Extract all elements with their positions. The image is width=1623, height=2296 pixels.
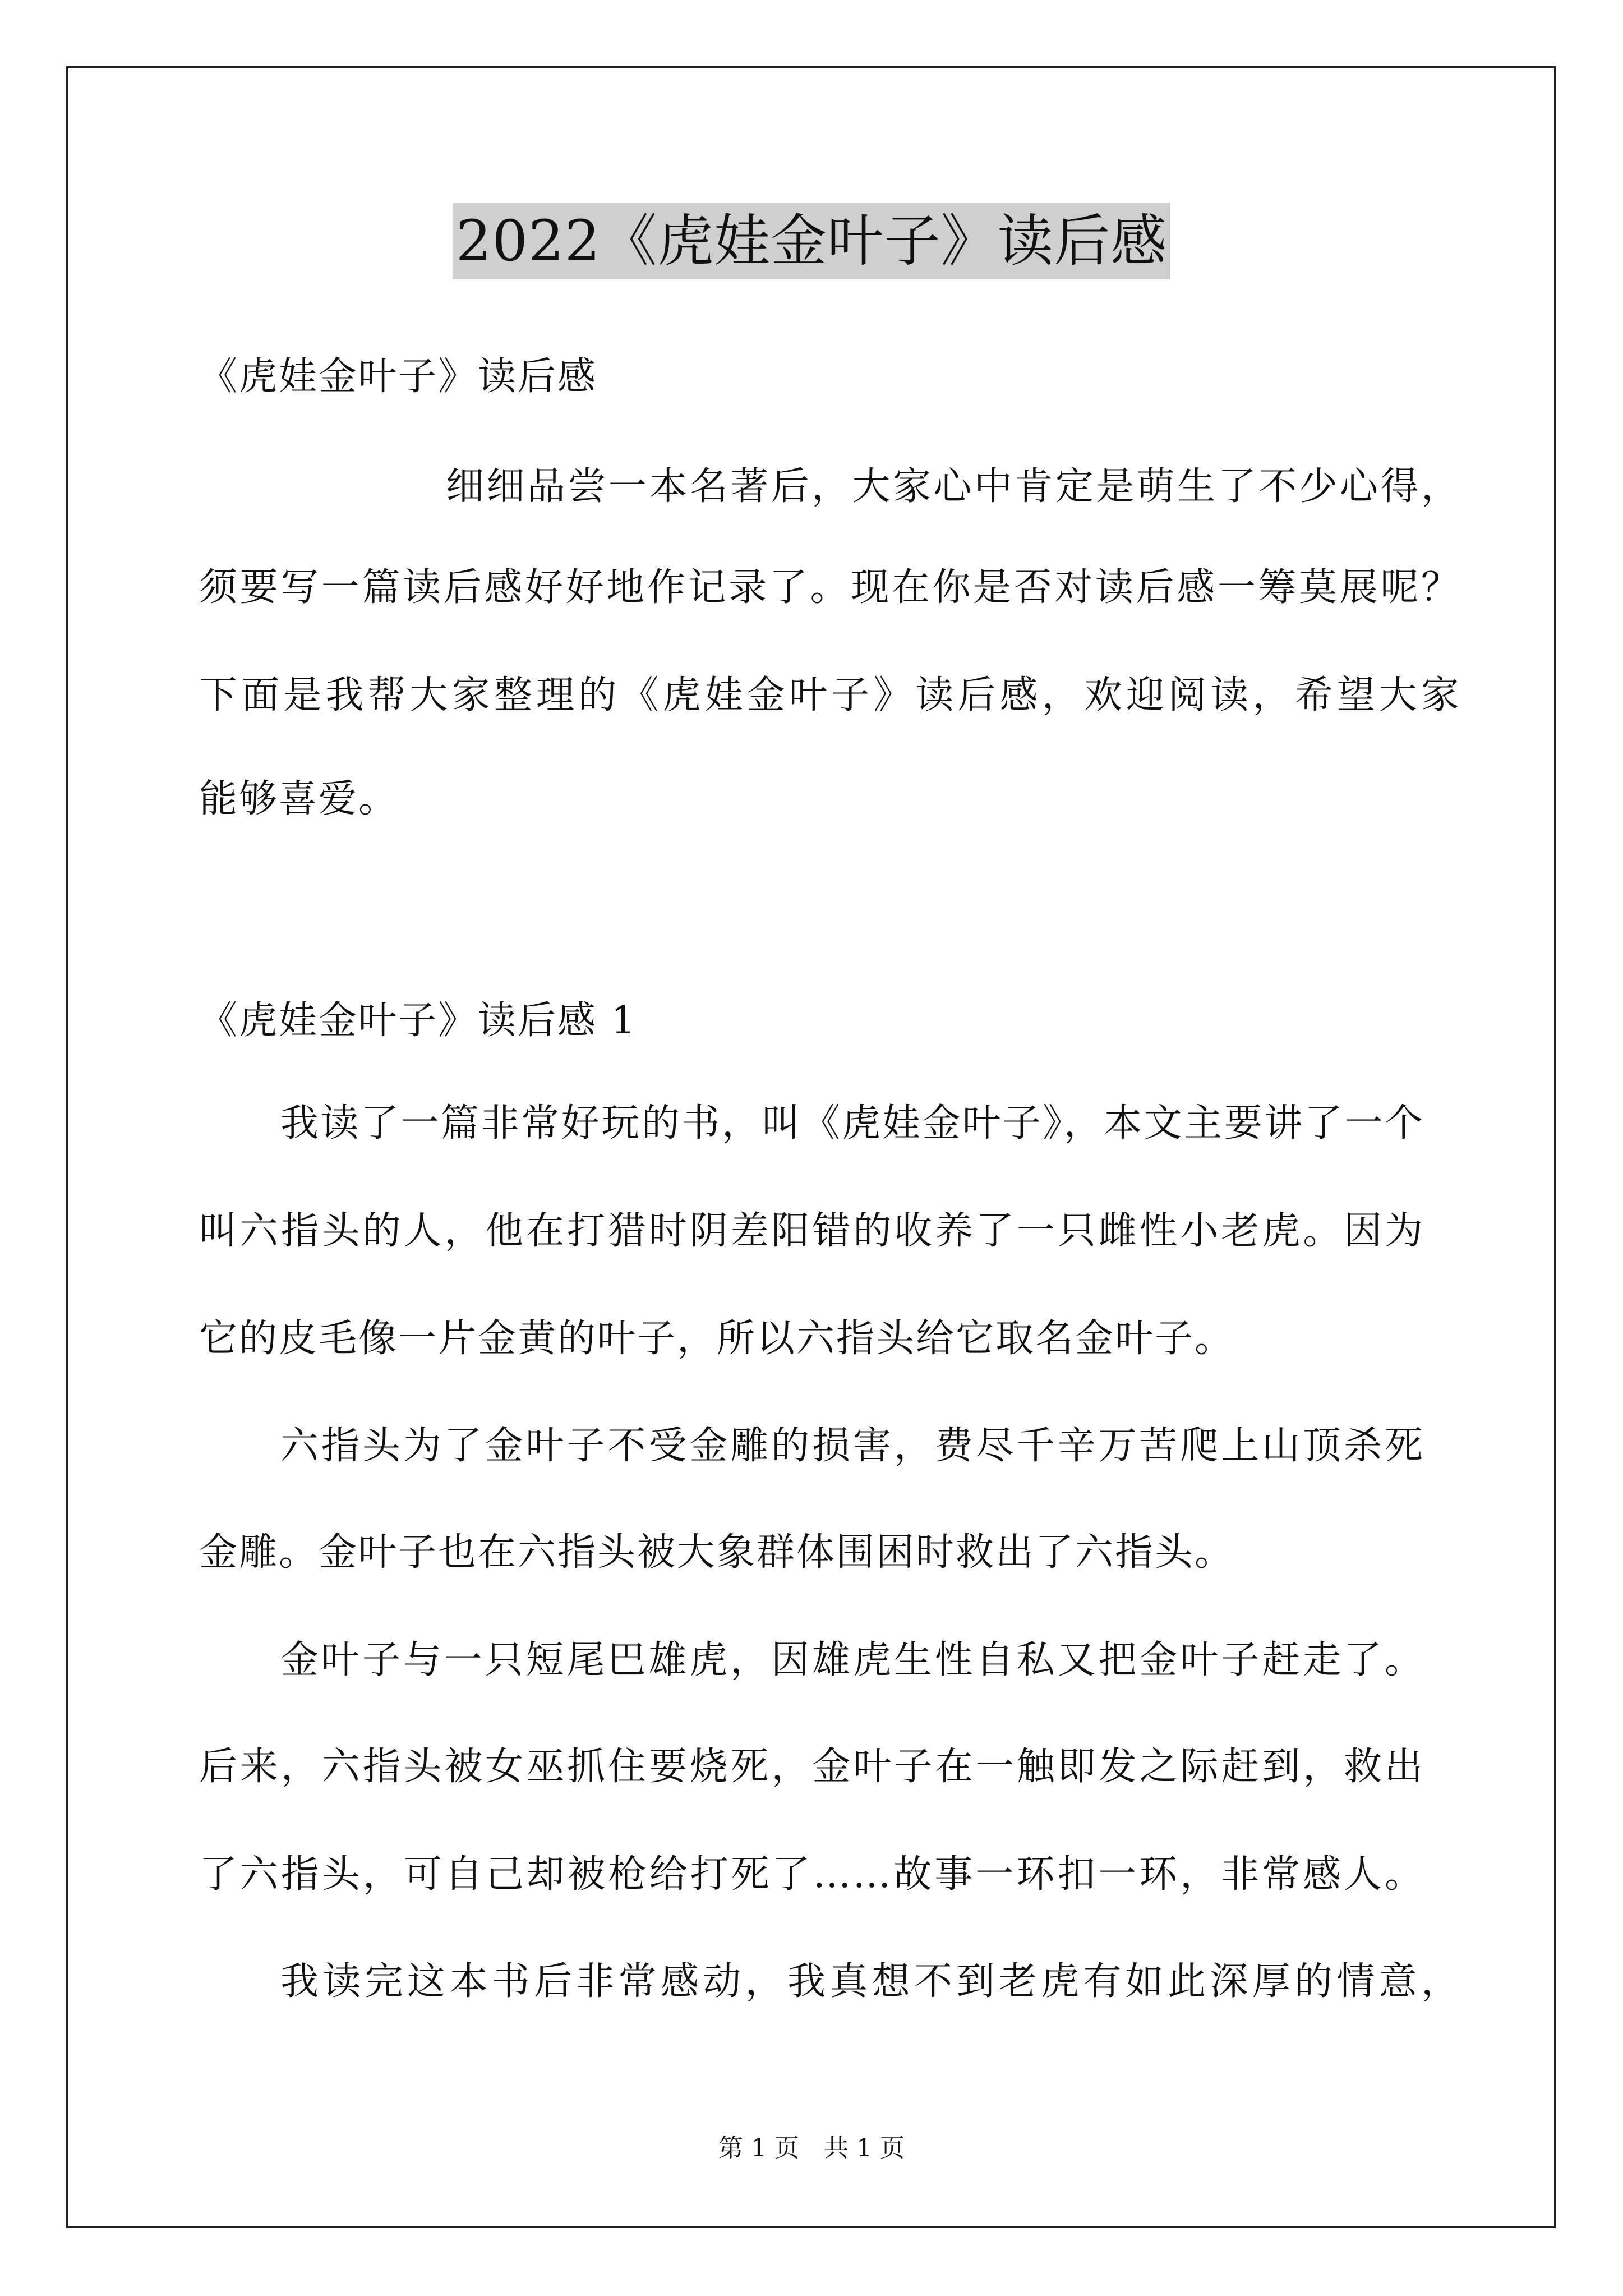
intro-line-3: 下面是我帮大家整理的《虎娃金叶子》读后感，欢迎阅读，希望大家 <box>199 673 1461 717</box>
section1-line-4: 六指头为了金叶子不受金雕的损害，费尽千辛万苦爬上山顶杀死 <box>280 1424 1424 1468</box>
intro-line-4: 能够喜爱。 <box>199 777 399 821</box>
document-subtitle: 《虎娃金叶子》读后感 <box>199 355 598 399</box>
section1-line-7: 后来，六指头被女巫抓住要烧死，金叶子在一触即发之际赶到，救出 <box>199 1745 1424 1789</box>
section1-line-2: 叫六指头的人，他在打猎时阴差阳错的收养了一只雌性小老虎。因为 <box>199 1209 1424 1253</box>
section1-line-8: 了六指头，可自己却被枪给打死了……故事一环扣一环，非常感人。 <box>199 1852 1424 1897</box>
intro-line-2: 须要写一篇读后感好好地作记录了。现在你是否对读后感一筹莫展呢？ <box>199 565 1461 610</box>
document-title: 2022《虎娃金叶子》读后感 <box>453 203 1171 279</box>
section1-line-5: 金雕。金叶子也在六指头被大象群体围困时救出了六指头。 <box>199 1530 1235 1575</box>
section1-heading: 《虎娃金叶子》读后感 1 <box>199 999 637 1043</box>
section1-line-6: 金叶子与一只短尾巴雄虎，因雄虎生性自私又把金叶子赶走了。 <box>280 1638 1424 1682</box>
page-footer: 第 1 页 共 1 页 <box>718 2134 905 2162</box>
title-container <box>0 203 1623 279</box>
intro-line-1: 细细品尝一本名著后，大家心中肯定是萌生了不少心得， <box>446 464 1461 509</box>
section1-line-9: 我读完这本书后非常感动，我真想不到老虎有如此深厚的情意， <box>280 1959 1461 2004</box>
section1-line-3: 它的皮毛像一片金黄的叶子，所以六指头给它取名金叶子。 <box>199 1317 1235 1361</box>
section1-line-1: 我读了一篇非常好玩的书，叫《虎娃金叶子》，本文主要讲了一个 <box>280 1101 1424 1145</box>
